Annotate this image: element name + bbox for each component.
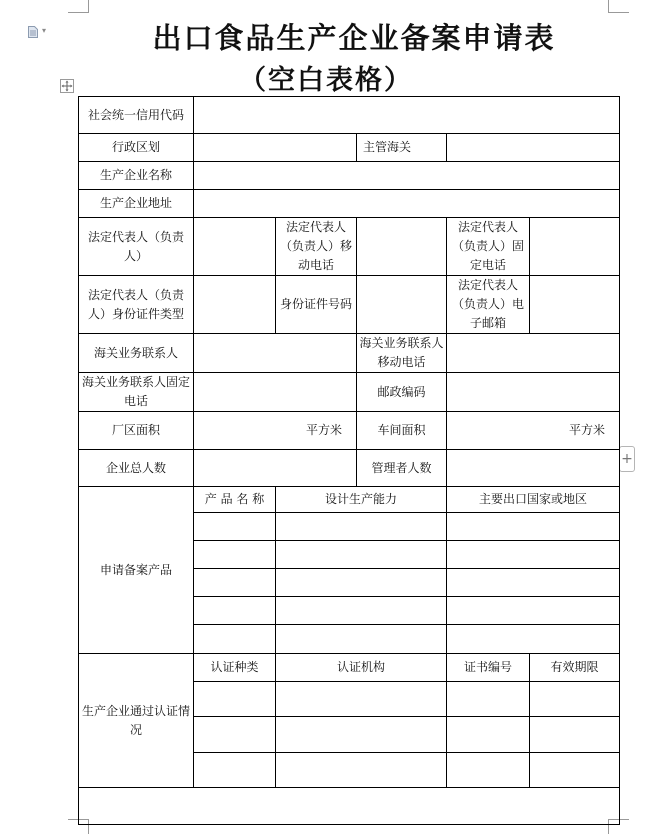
header-cert-body: 认证机构 <box>276 654 447 682</box>
product-cell[interactable] <box>194 569 276 597</box>
input-region[interactable] <box>194 134 357 162</box>
input-company-address[interactable] <box>194 190 620 218</box>
product-cell[interactable] <box>276 513 447 541</box>
crop-mark <box>608 0 629 13</box>
product-cell[interactable] <box>447 513 620 541</box>
input-managers[interactable] <box>447 450 620 487</box>
cert-cell[interactable] <box>447 753 530 788</box>
header-product-name: 产 品 名 称 <box>194 487 276 513</box>
product-cell[interactable] <box>276 541 447 569</box>
label-products: 申请备案产品 <box>79 487 194 654</box>
input-total-staff[interactable] <box>194 450 357 487</box>
product-cell[interactable] <box>276 597 447 625</box>
product-cell[interactable] <box>447 541 620 569</box>
input-legal-mobile[interactable] <box>357 218 447 276</box>
label-total-staff: 企业总人数 <box>79 450 194 487</box>
cert-cell[interactable] <box>530 717 620 753</box>
product-cell[interactable] <box>276 569 447 597</box>
cert-cell[interactable] <box>447 717 530 753</box>
input-company-name[interactable] <box>194 162 620 190</box>
label-legal-rep: 法定代表人（负责人） <box>79 218 194 276</box>
label-credit-code: 社会统一信用代码 <box>79 97 194 134</box>
label-region: 行政区划 <box>79 134 194 162</box>
cert-cell[interactable] <box>276 717 447 753</box>
input-workshop-area[interactable]: 平方米 <box>447 412 620 450</box>
label-company-address: 生产企业地址 <box>79 190 194 218</box>
product-cell[interactable] <box>194 541 276 569</box>
product-cell[interactable] <box>194 597 276 625</box>
product-cell[interactable] <box>194 625 276 654</box>
input-legal-rep[interactable] <box>194 218 276 276</box>
input-customs[interactable] <box>447 134 620 162</box>
input-legal-fixed[interactable] <box>530 218 620 276</box>
label-customs-contact: 海关业务联系人 <box>79 334 194 373</box>
product-cell[interactable] <box>447 625 620 654</box>
plus-icon[interactable]: + <box>619 446 635 472</box>
label-legal-email: 法定代表人（负责人）电子邮箱 <box>447 276 530 334</box>
cert-cell[interactable] <box>530 682 620 717</box>
label-managers: 管理者人数 <box>357 450 447 487</box>
cert-cell[interactable] <box>447 682 530 717</box>
label-customs-contact-fixed: 海关业务联系人固定电话 <box>79 373 194 412</box>
remarks-row[interactable] <box>79 788 620 825</box>
label-company-name: 生产企业名称 <box>79 162 194 190</box>
header-capacity: 设计生产能力 <box>276 487 447 513</box>
product-cell[interactable] <box>194 513 276 541</box>
header-cert-no: 证书编号 <box>447 654 530 682</box>
label-postcode: 邮政编码 <box>357 373 447 412</box>
input-customs-contact-mobile[interactable] <box>447 334 620 373</box>
label-workshop-area: 车间面积 <box>357 412 447 450</box>
label-id-number: 身份证件号码 <box>276 276 357 334</box>
page-title: 出口食品生产企业备案申请表 <box>152 21 556 55</box>
move-cross-icon[interactable] <box>60 79 74 93</box>
application-form-table <box>78 96 620 825</box>
cert-cell[interactable] <box>530 753 620 788</box>
product-cell[interactable] <box>447 597 620 625</box>
label-plant-area: 厂区面积 <box>79 412 194 450</box>
page-subtitle: （空白表格） <box>239 65 413 96</box>
input-id-number[interactable] <box>357 276 447 334</box>
cert-cell[interactable] <box>194 717 276 753</box>
product-cell[interactable] <box>276 625 447 654</box>
product-cell[interactable] <box>447 569 620 597</box>
label-customs-contact-mobile: 海关业务联系人移动电话 <box>357 334 447 373</box>
input-customs-contact[interactable] <box>194 334 357 373</box>
input-credit-code[interactable] <box>194 97 620 134</box>
crop-mark <box>68 0 89 13</box>
cert-cell[interactable] <box>276 682 447 717</box>
header-export-region: 主要出口国家或地区 <box>447 487 620 513</box>
label-customs: 主管海关 <box>357 134 447 162</box>
input-postcode[interactable] <box>447 373 620 412</box>
cert-cell[interactable] <box>194 682 276 717</box>
label-legal-fixed: 法定代表人（负责人）固定电话 <box>447 218 530 276</box>
header-cert-type: 认证种类 <box>194 654 276 682</box>
input-legal-email[interactable] <box>530 276 620 334</box>
label-legal-mobile: 法定代表人（负责人）移动电话 <box>276 218 357 276</box>
label-certification: 生产企业通过认证情况 <box>79 654 194 788</box>
cert-cell[interactable] <box>194 753 276 788</box>
input-customs-contact-fixed[interactable] <box>194 373 357 412</box>
cert-cell[interactable] <box>276 753 447 788</box>
label-legal-id-type: 法定代表人（负责人）身份证件类型 <box>79 276 194 334</box>
chevron-down-icon[interactable]: ▾ <box>42 26 47 35</box>
input-legal-id-type[interactable] <box>194 276 276 334</box>
header-validity: 有效期限 <box>530 654 620 682</box>
input-plant-area[interactable]: 平方米 <box>194 412 357 450</box>
